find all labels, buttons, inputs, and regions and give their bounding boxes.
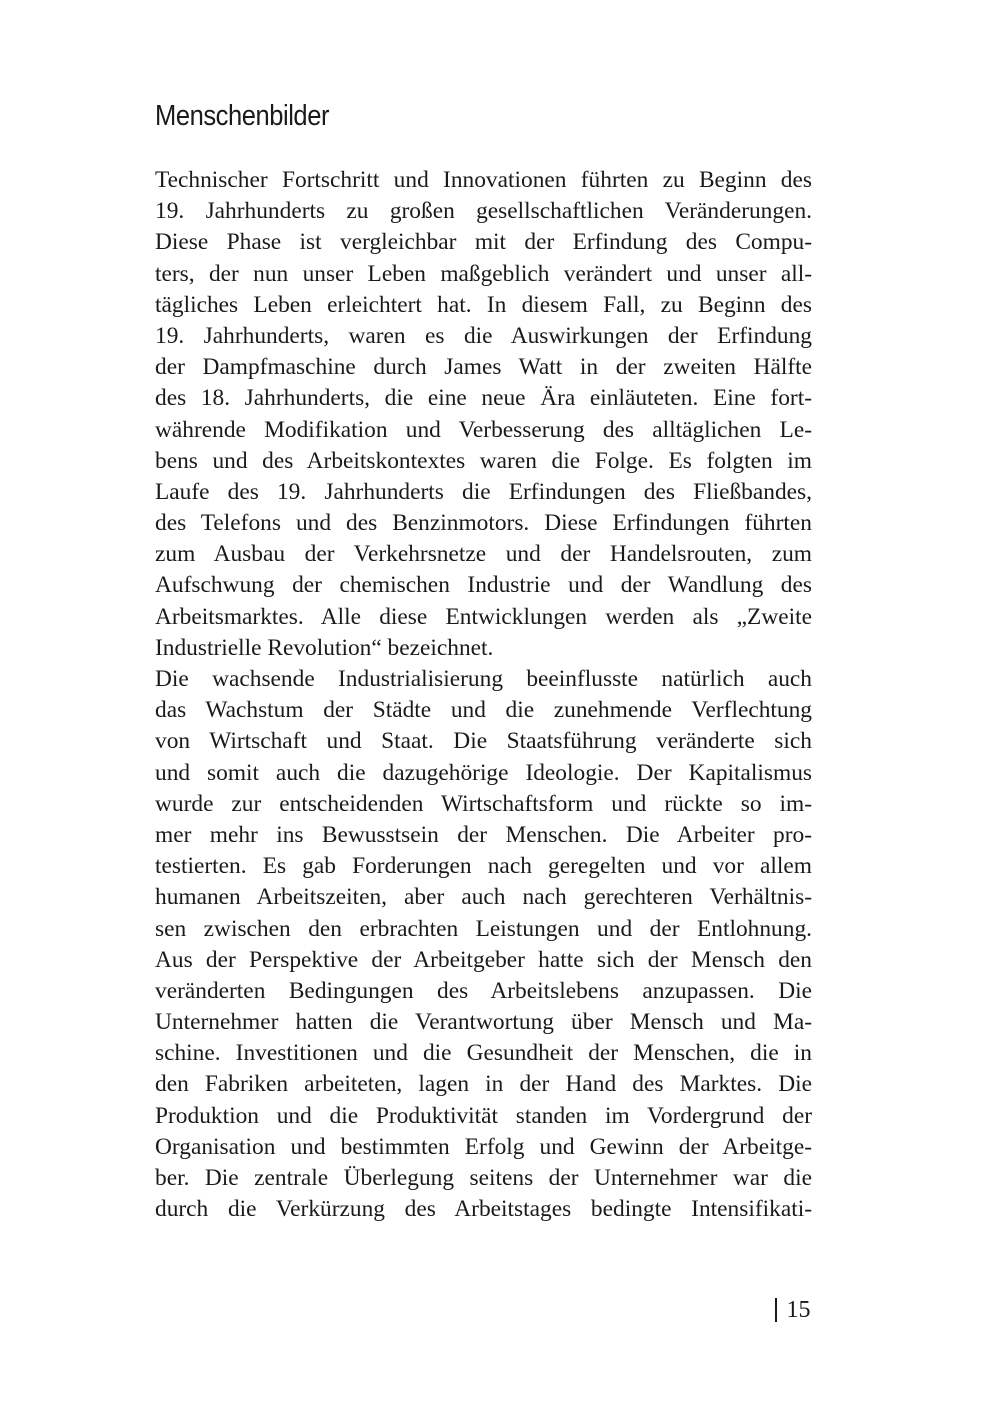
text-line: Laufe des 19. Jahrhunderts die Erfindungen des Fließbandes, bbox=[155, 478, 812, 505]
text-line: Unternehmer hatten die Verantwortung über Mensch und Ma- bbox=[155, 1009, 812, 1036]
page-footer bbox=[775, 1294, 811, 1326]
text-line: Organisation und bestimmten Erfolg und Gewinn der Arbeitge- bbox=[155, 1133, 812, 1160]
text-line: des 18. Jahrhunderts, die eine neue Ära einläuteten. Eine fort- bbox=[155, 385, 812, 412]
text-line: und somit auch die dazugehörige Ideologie. Der Kapitalismus bbox=[155, 759, 812, 786]
text-line: währende Modifikation und Verbesserung des alltäglichen Le- bbox=[155, 416, 812, 443]
text-line: Aufschwung der chemischen Industrie und der Wandlung des bbox=[155, 572, 812, 599]
text-line: Industrielle Revolution“ bezeichnet. bbox=[155, 634, 494, 661]
text-line: ber. Die zentrale Überlegung seitens der Unternehmer war die bbox=[155, 1165, 812, 1191]
text-line: veränderten Bedingungen des Arbeitslebens anzupassen. Die bbox=[155, 977, 812, 1004]
text-line: Die wachsende Industrialisierung beeinflusste natürlich auch bbox=[155, 666, 812, 692]
text-line: von Wirtschaft und Staat. Die Staatsführung veränderte sich bbox=[155, 728, 812, 755]
paragraph-1 bbox=[155, 165, 812, 664]
page-number: 15 bbox=[786, 1296, 811, 1323]
text-line: Aus der Perspektive der Arbeitgeber hatte sich der Mensch den bbox=[155, 946, 812, 973]
text-line: des Telefons und des Benzinmotors. Diese Erfindungen führten bbox=[155, 510, 812, 537]
text-line: durch die Verkürzung des Arbeitstages bedingte Intensifikati- bbox=[155, 1196, 812, 1223]
text-line: humanen Arbeitszeiten, aber auch nach gerechteren Verhältnis- bbox=[155, 884, 812, 911]
text-line: wurde zur entscheidenden Wirtschaftsform und rückte so im- bbox=[155, 790, 812, 817]
text-line: zum Ausbau der Verkehrsnetze und der Handelsrouten, zum bbox=[155, 541, 812, 568]
text-line: 19. Jahrhunderts zu großen gesellschaftlichen Veränderungen. bbox=[155, 198, 812, 225]
text-line: Arbeitsmarktes. Alle diese Entwicklungen werden als „Zweite bbox=[155, 603, 812, 630]
text-line: Technischer Fortschritt und Innovationen führten zu Beginn des bbox=[155, 167, 812, 193]
text-line: tägliches Leben erleichtert hat. In diesem Fall, zu Beginn des bbox=[155, 291, 812, 318]
text-line: testierten. Es gab Forderungen nach geregelten und vor allem bbox=[155, 853, 812, 880]
footer-divider bbox=[775, 1298, 777, 1322]
text-line: 19. Jahrhunderts, waren es die Auswirkungen der Erfindung bbox=[155, 322, 812, 349]
text-line: schine. Investitionen und die Gesundheit der Menschen, die in bbox=[155, 1040, 812, 1067]
text-line: ters, der nun unser Leben maßgeblich verändert und unser all- bbox=[155, 260, 812, 287]
text-line: sen zwischen den erbrachten Leistungen und der Entlohnung. bbox=[155, 915, 812, 942]
text-line: bens und des Arbeitskontextes waren die Folge. Es folgten im bbox=[155, 447, 812, 474]
text-line: den Fabriken arbeiteten, lagen in der Hand des Marktes. Die bbox=[155, 1071, 812, 1098]
section-heading: Menschenbilder bbox=[155, 100, 330, 132]
text-line: das Wachstum der Städte und die zunehmende Verflechtung bbox=[155, 697, 812, 724]
text-line: mer mehr ins Bewusstsein der Menschen. Die Arbeiter pro- bbox=[155, 821, 812, 848]
text-line: Diese Phase ist vergleichbar mit der Erfindung des Compu- bbox=[155, 229, 812, 256]
text-line: der Dampfmaschine durch James Watt in der zweiten Hälfte bbox=[155, 354, 812, 381]
paragraph-2 bbox=[155, 664, 812, 1225]
text-line: Produktion und die Produktivität standen im Vordergrund der bbox=[155, 1102, 812, 1129]
body-text bbox=[155, 165, 812, 1225]
